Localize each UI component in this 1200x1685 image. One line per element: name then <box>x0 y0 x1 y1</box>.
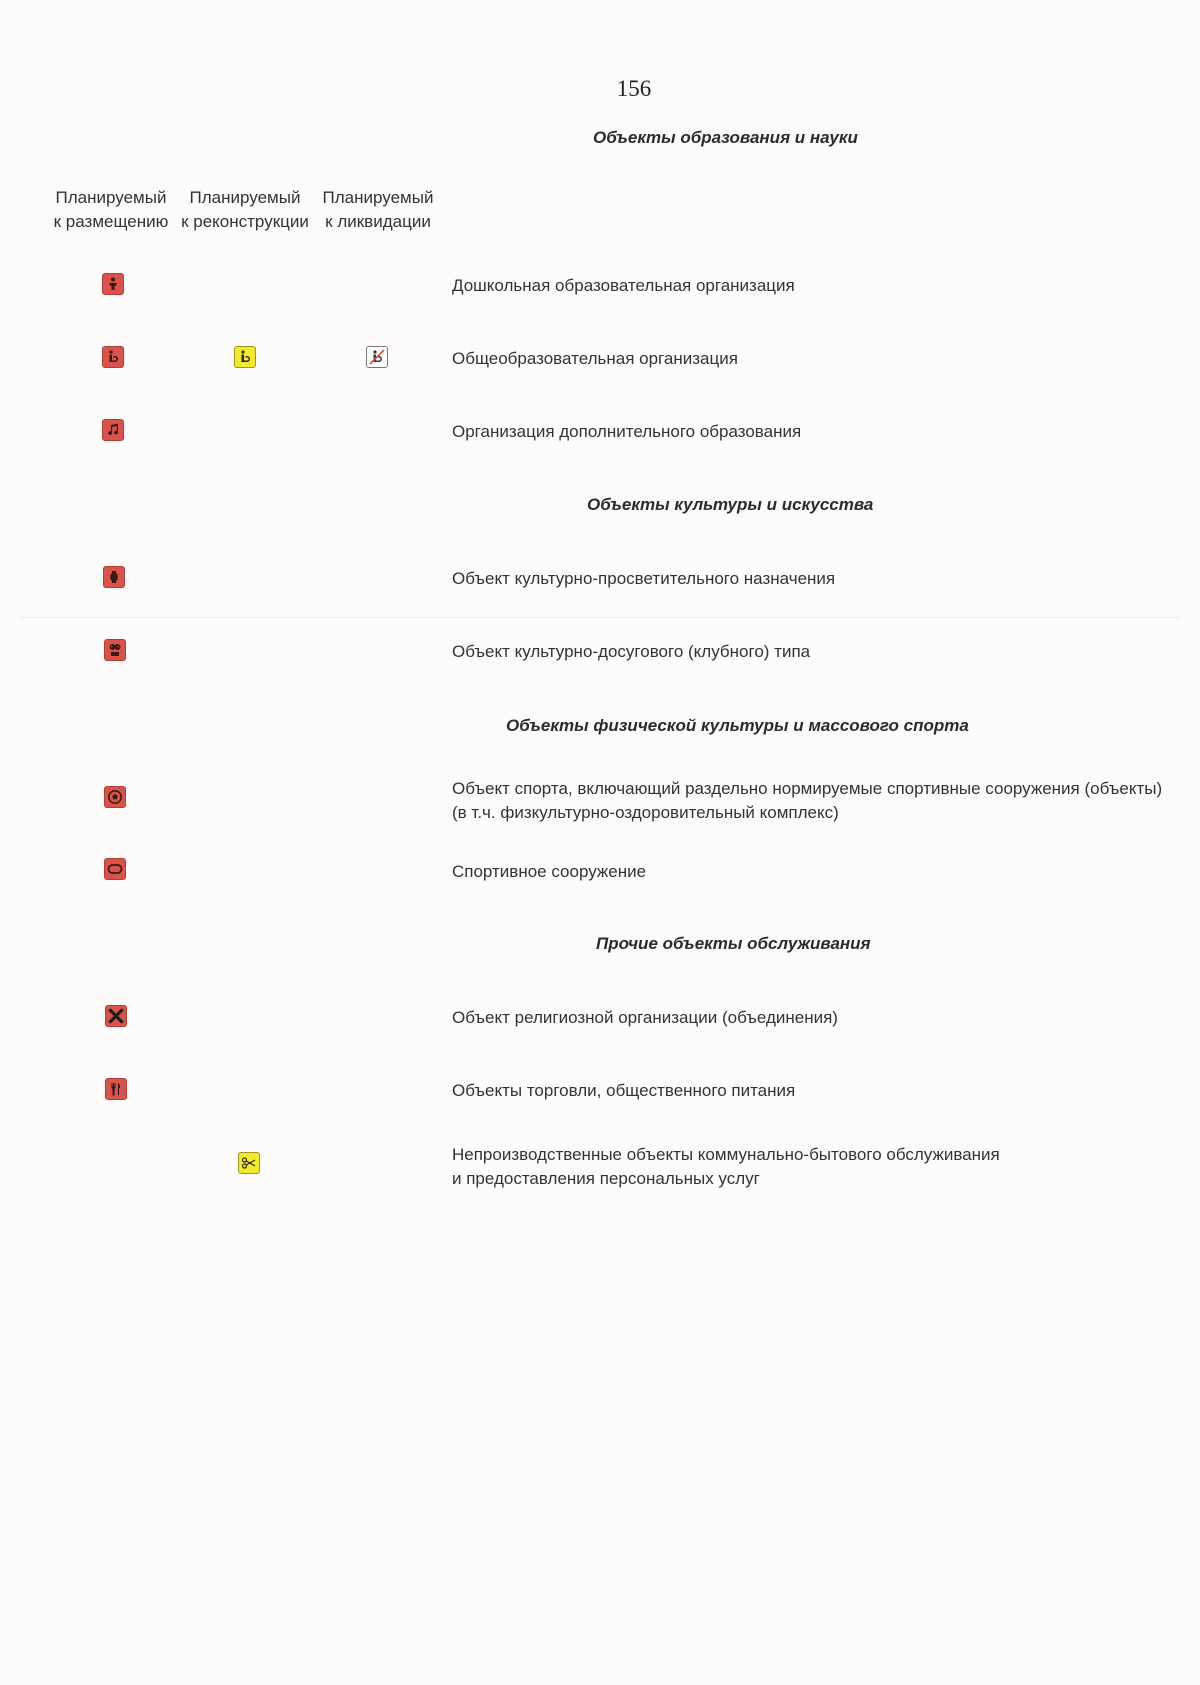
vase-icon <box>103 566 125 588</box>
row-label: Организация дополнительного образования <box>452 422 802 441</box>
row-label: Объект культурно-досугового (клубного) типа <box>452 642 811 661</box>
row-label: Спортивное сооружение <box>452 862 647 881</box>
page-fold <box>20 617 1180 618</box>
column-header-liquidation: Планируемый к ликвидации <box>322 188 434 231</box>
row-label: Общеобразовательная организация <box>452 349 738 368</box>
cross-icon <box>105 1005 127 1027</box>
section-title-culture: Объекты культуры и искусства <box>587 495 874 514</box>
row-label: Дошкольная образовательная организация <box>452 276 795 295</box>
column-header-reconstruction: Планируемый к реконструкции <box>181 188 309 231</box>
child-icon <box>102 273 124 295</box>
music-note-icon <box>102 419 124 441</box>
row-label: Объект спорта, включающий раздельно нормируемые спортивные сооружения (объекты) (в т.ч. физкультурно-оздоровительный комплекс) <box>452 779 1163 822</box>
theater-masks-icon <box>104 639 126 661</box>
school-icon <box>234 346 256 368</box>
ball-icon <box>104 786 126 808</box>
row-label: Объекты торговли, общественного питания <box>452 1081 796 1100</box>
row-label: Непроизводственные объекты коммунально-бытового обслуживания и предоставления персональных услуг <box>452 1145 1000 1188</box>
school-icon <box>102 346 124 368</box>
section-title-sport: Объекты физической культуры и массового спорта <box>506 716 969 735</box>
stadium-icon <box>104 858 126 880</box>
column-header-placement: Планируемый к размещению <box>53 188 169 231</box>
scissors-icon <box>238 1152 260 1174</box>
section-title-education: Объекты образования и науки <box>593 128 858 147</box>
section-title-other: Прочие объекты обслуживания <box>596 934 871 953</box>
row-label: Объект религиозной организации (объединения) <box>452 1008 838 1027</box>
fork-knife-icon <box>105 1078 127 1100</box>
school-icon <box>366 346 388 368</box>
page-number: 156 <box>616 76 652 101</box>
row-label: Объект культурно-просветительного назначения <box>452 569 836 588</box>
